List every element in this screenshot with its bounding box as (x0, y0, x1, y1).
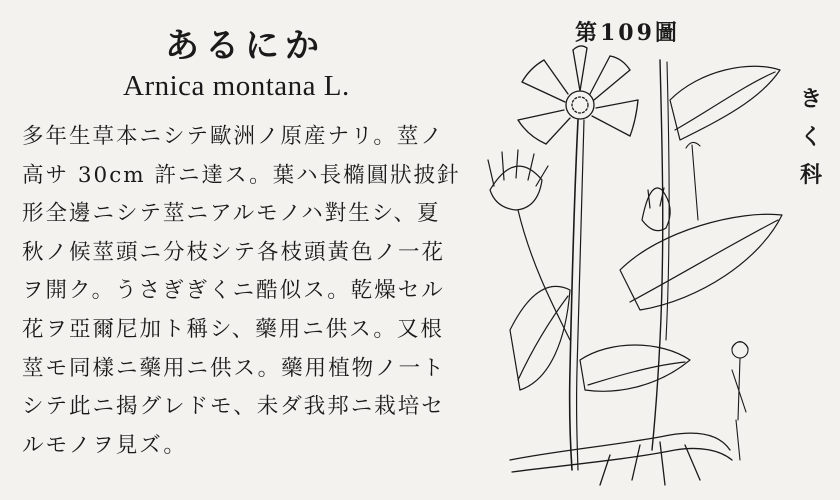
text-line: 花ヲ亞爾尼加ト稱シ、藥用ニ供ス。又根 (22, 316, 444, 342)
text-line: シテ此ニ揭グレドモ、未ダ我邦ニ栽培セ (22, 394, 445, 420)
text-line: 秋ノ候莖頭ニ分枝シテ各枝頭黃色ノ一花 (22, 239, 446, 265)
page-title: あるにか (165, 26, 325, 66)
text-line: ルモノヲ見ズ。 (22, 432, 187, 458)
text-line: 形全邊ニシテ莖ニアルモノハ對生シ、夏 (22, 201, 441, 227)
text-line: ヲ開ク。うさぎぎくニ酷似ス。乾燥セル (22, 278, 445, 304)
floret-detail-icon (686, 142, 748, 460)
figure-number: 第109圖 (575, 20, 680, 46)
rhizome-icon (510, 433, 732, 485)
arnica-plant-illustration-icon (470, 40, 790, 490)
family-char: 科 (799, 162, 822, 188)
family-label (796, 80, 826, 194)
description-text (22, 118, 462, 465)
text-line: 高サ 30cm 許ニ達ス。葉ハ長橢圓狀披針 (22, 162, 461, 188)
family-char: き (799, 86, 822, 112)
flower-bud-icon (488, 150, 570, 340)
text-line: 多年生草本ニシテ歐洲ノ原産ナリ。莖ノ (22, 124, 444, 149)
scientific-name: Arnica montana L. (123, 70, 350, 102)
text-line: 莖モ同樣ニ藥用ニ供ス。藥用植物ノ一ト (22, 355, 446, 381)
family-char: く (799, 124, 822, 150)
